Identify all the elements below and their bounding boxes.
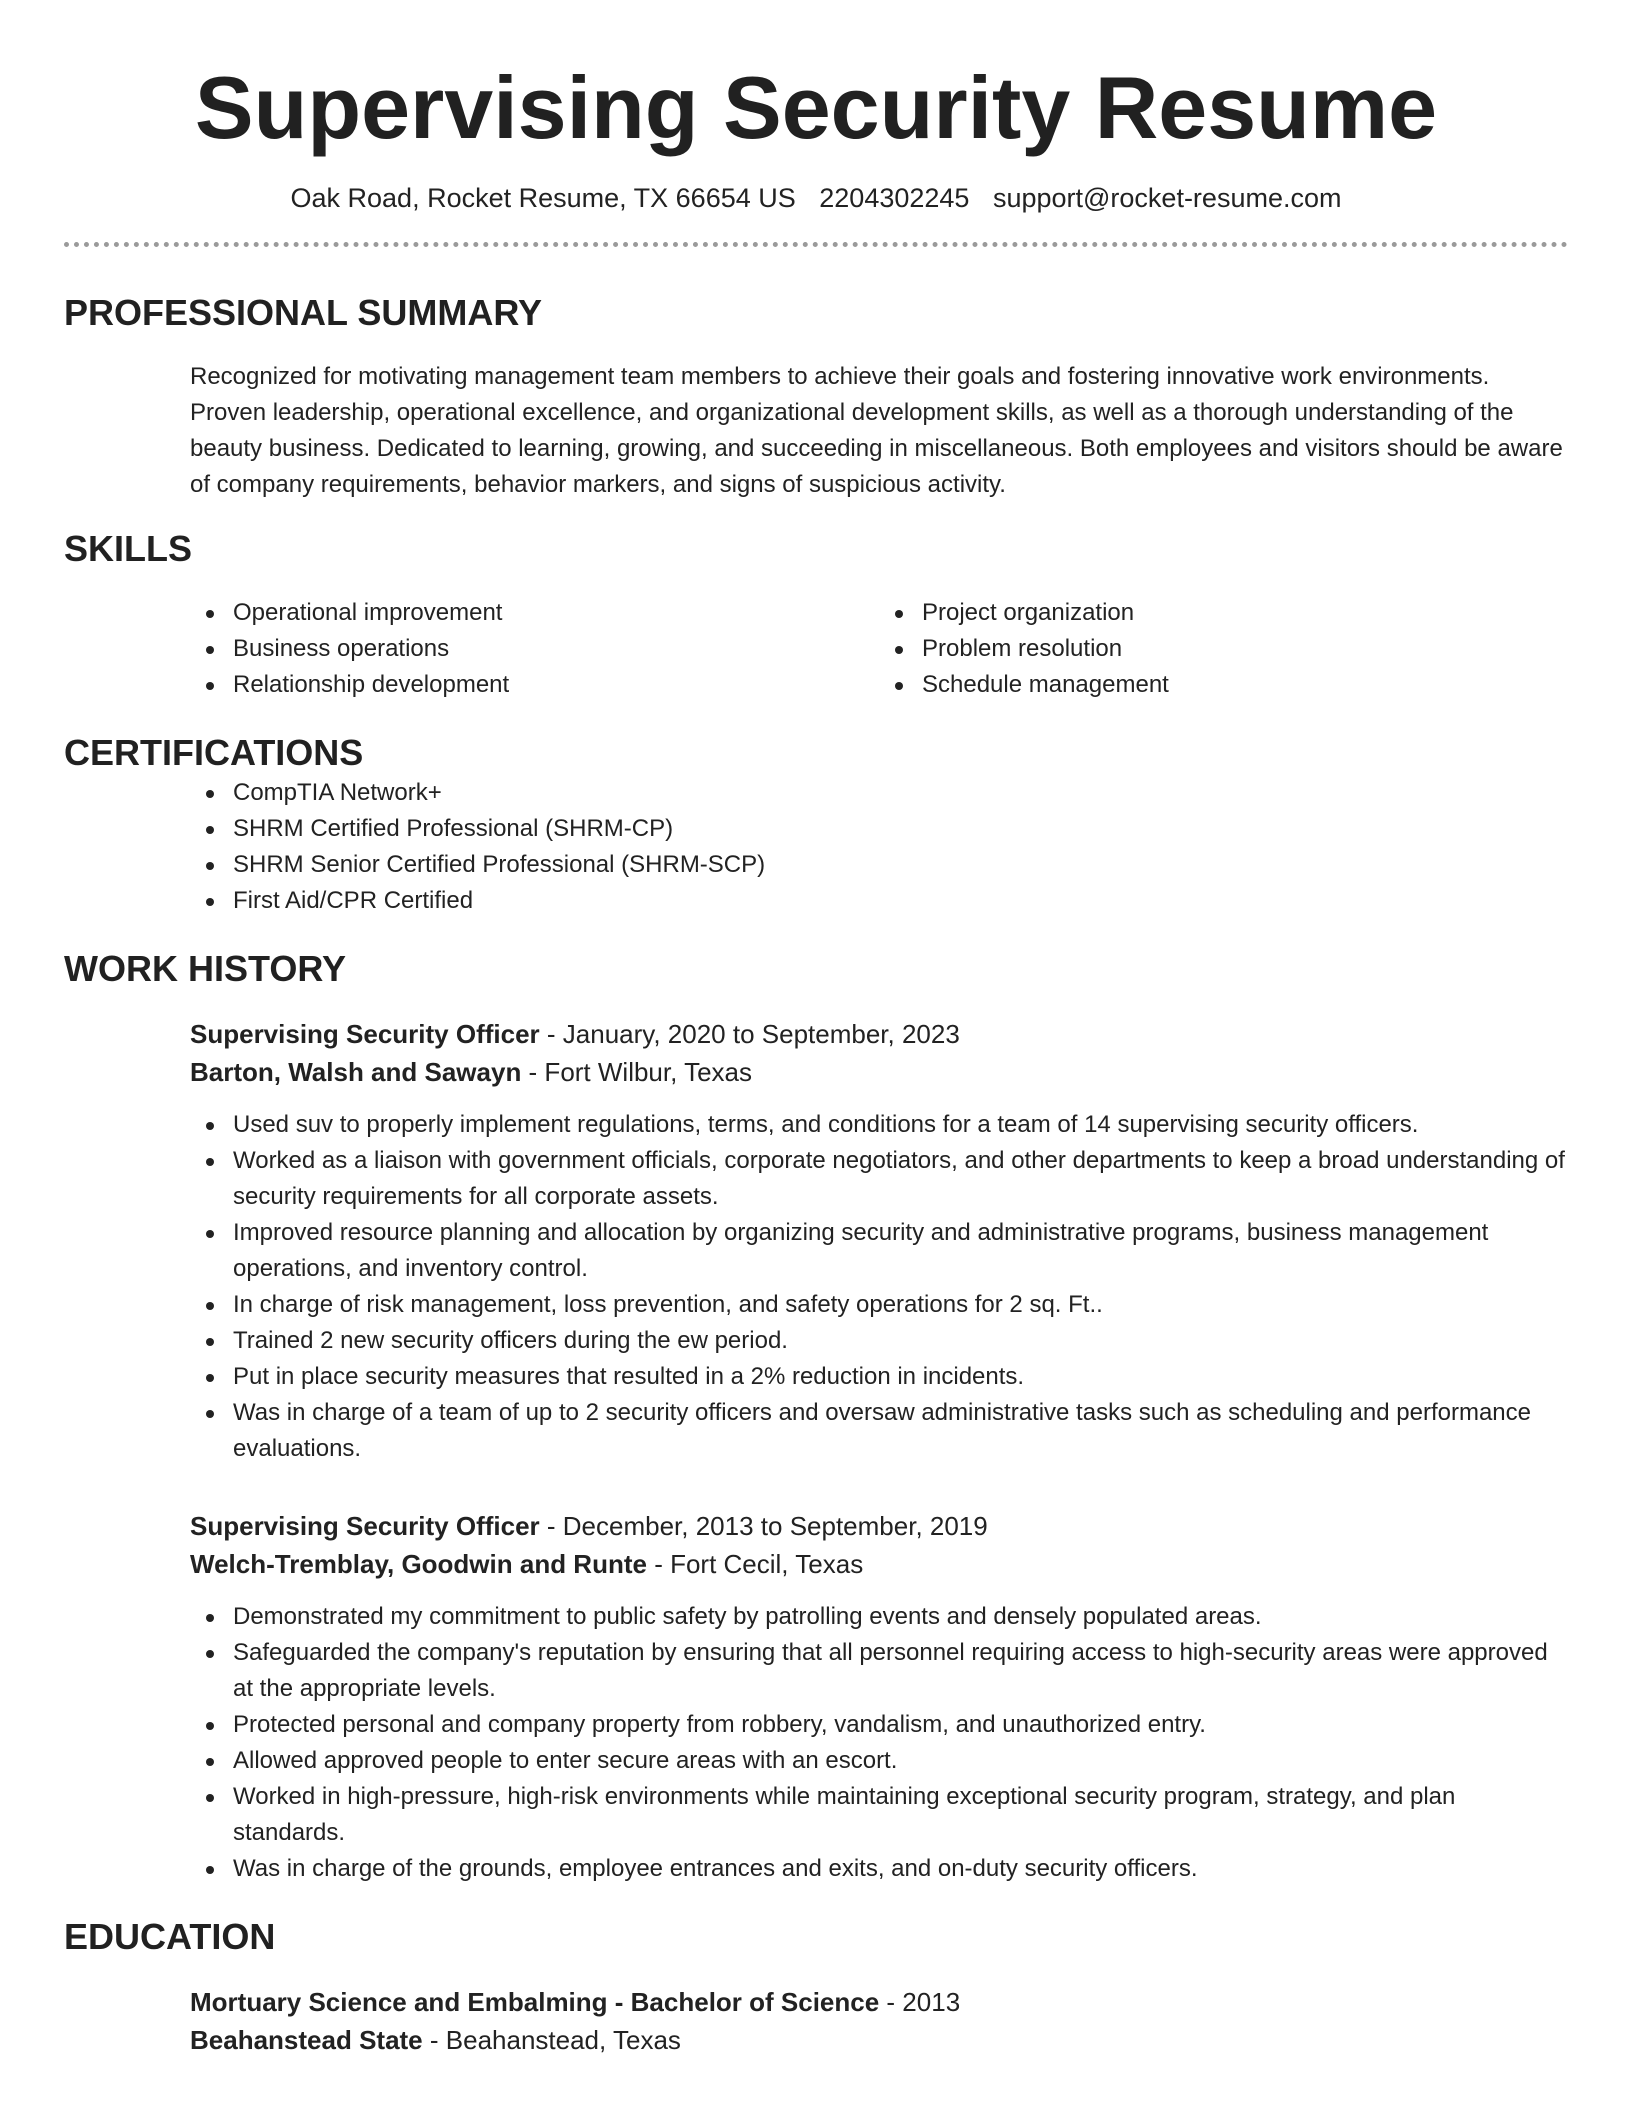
skill-item: Business operations — [233, 631, 879, 667]
summary-section — [64, 359, 1568, 503]
header-divider — [64, 242, 1568, 247]
education-school-line — [190, 2021, 1568, 2059]
job-company-line — [190, 1545, 1568, 1583]
job-entry — [190, 1507, 1568, 1887]
skills-list-right — [879, 595, 1568, 703]
job-duty: Safeguarded the company's reputation by ensuring that all personnel requiring access to high-security areas were approved at the appropriate levels. — [233, 1635, 1568, 1707]
job-duties-list — [190, 1107, 1568, 1467]
skill-item: Problem resolution — [922, 631, 1568, 667]
education-heading: EDUCATION — [64, 1916, 276, 1957]
contact-email: support@rocket-resume.com — [992, 183, 1342, 213]
job-role-line — [190, 1507, 1568, 1545]
job-dates: - December, 2013 to September, 2019 — [539, 1511, 988, 1541]
skill-item: Schedule management — [922, 667, 1568, 703]
certifications-list — [190, 775, 1568, 919]
education-degree: Mortuary Science and Embalming - Bachelor of Science — [190, 1987, 880, 2017]
job-duty: Protected personal and company property from robbery, vandalism, and unauthorized entry. — [233, 1707, 1568, 1743]
education-year: - 2013 — [879, 1987, 961, 2017]
job-dates: - January, 2020 to September, 2023 — [539, 1019, 960, 1049]
job-duty: In charge of risk management, loss prevention, and safety operations for 2 sq. Ft.. — [233, 1287, 1568, 1323]
certifications-heading: CERTIFICATIONS — [64, 732, 364, 773]
job-location: - Fort Cecil, Texas — [646, 1549, 864, 1579]
education-entry — [190, 1983, 1568, 2059]
job-entry — [190, 1015, 1568, 1467]
skills-section — [64, 595, 1568, 703]
skill-item: Operational improvement — [233, 595, 879, 631]
job-duty: Worked as a liaison with government officials, corporate negotiators, and other departments to keep a broad understanding of security requirements for all corporate assets. — [233, 1143, 1568, 1215]
summary-heading: PROFESSIONAL SUMMARY — [64, 292, 543, 333]
job-location: - Fort Wilbur, Texas — [521, 1057, 753, 1087]
job-duty: Demonstrated my commitment to public safety by patrolling events and densely populated areas. — [233, 1599, 1568, 1635]
job-duty: Used suv to properly implement regulations, terms, and conditions for a team of 14 supervising security officers. — [233, 1107, 1568, 1143]
contact-address: Oak Road, Rocket Resume, TX 66654 US — [290, 183, 796, 213]
job-role: Supervising Security Officer — [190, 1019, 540, 1049]
job-company-line — [190, 1053, 1568, 1091]
job-duty: Allowed approved people to enter secure areas with an escort. — [233, 1743, 1568, 1779]
job-duty: Was in charge of a team of up to 2 security officers and oversaw administrative tasks such as scheduling and performance evaluations. — [233, 1395, 1568, 1467]
skills-list-left — [190, 595, 879, 703]
work-history-section — [64, 1015, 1568, 1887]
job-company: Barton, Walsh and Sawayn — [190, 1057, 522, 1087]
skill-item: Project organization — [922, 595, 1568, 631]
skills-grid — [190, 595, 1568, 703]
certification-item: First Aid/CPR Certified — [233, 883, 1568, 919]
job-company: Welch-Tremblay, Goodwin and Runte — [190, 1549, 647, 1579]
job-role-line — [190, 1015, 1568, 1053]
certification-item: SHRM Certified Professional (SHRM-CP) — [233, 811, 1568, 847]
education-location: - Beahanstead, Texas — [422, 2025, 681, 2055]
contact-line — [64, 180, 1568, 216]
job-role: Supervising Security Officer — [190, 1511, 540, 1541]
certification-item: SHRM Senior Certified Professional (SHRM-SCP) — [233, 847, 1568, 883]
job-duty: Was in charge of the grounds, employee entrances and exits, and on-duty security officers. — [233, 1851, 1568, 1887]
summary-text: Recognized for motivating management team members to achieve their goals and fostering innovative work environments. Proven leadership, operational excellence, and organizational development skills, as well as a thorough understanding of the beauty business. Dedicated to learning, growing, and succeeding in miscellaneous. Both employees and visitors should be aware of company requirements, behavior markers, and signs of suspicious activity. — [190, 363, 1563, 498]
contact-phone: 2204302245 — [819, 183, 970, 213]
job-duty: Improved resource planning and allocation by organizing security and administrative programs, business management operations, and inventory control. — [233, 1215, 1568, 1287]
work-history-heading: WORK HISTORY — [64, 948, 347, 989]
education-degree-line — [190, 1983, 1568, 2021]
job-duty: Worked in high-pressure, high-risk environments while maintaining exceptional security program, strategy, and plan standards. — [233, 1779, 1568, 1851]
certifications-section — [64, 775, 1568, 919]
certification-item: CompTIA Network+ — [233, 775, 1568, 811]
education-section — [64, 1983, 1568, 2059]
job-duty: Trained 2 new security officers during the ew period. — [233, 1323, 1568, 1359]
job-duties-list — [190, 1599, 1568, 1887]
education-school: Beahanstead State — [190, 2025, 423, 2055]
skill-item: Relationship development — [233, 667, 879, 703]
job-duty: Put in place security measures that resulted in a 2% reduction in incidents. — [233, 1359, 1568, 1395]
skills-heading: SKILLS — [64, 528, 193, 569]
resume-title: Supervising Security Resume — [194, 58, 1438, 157]
